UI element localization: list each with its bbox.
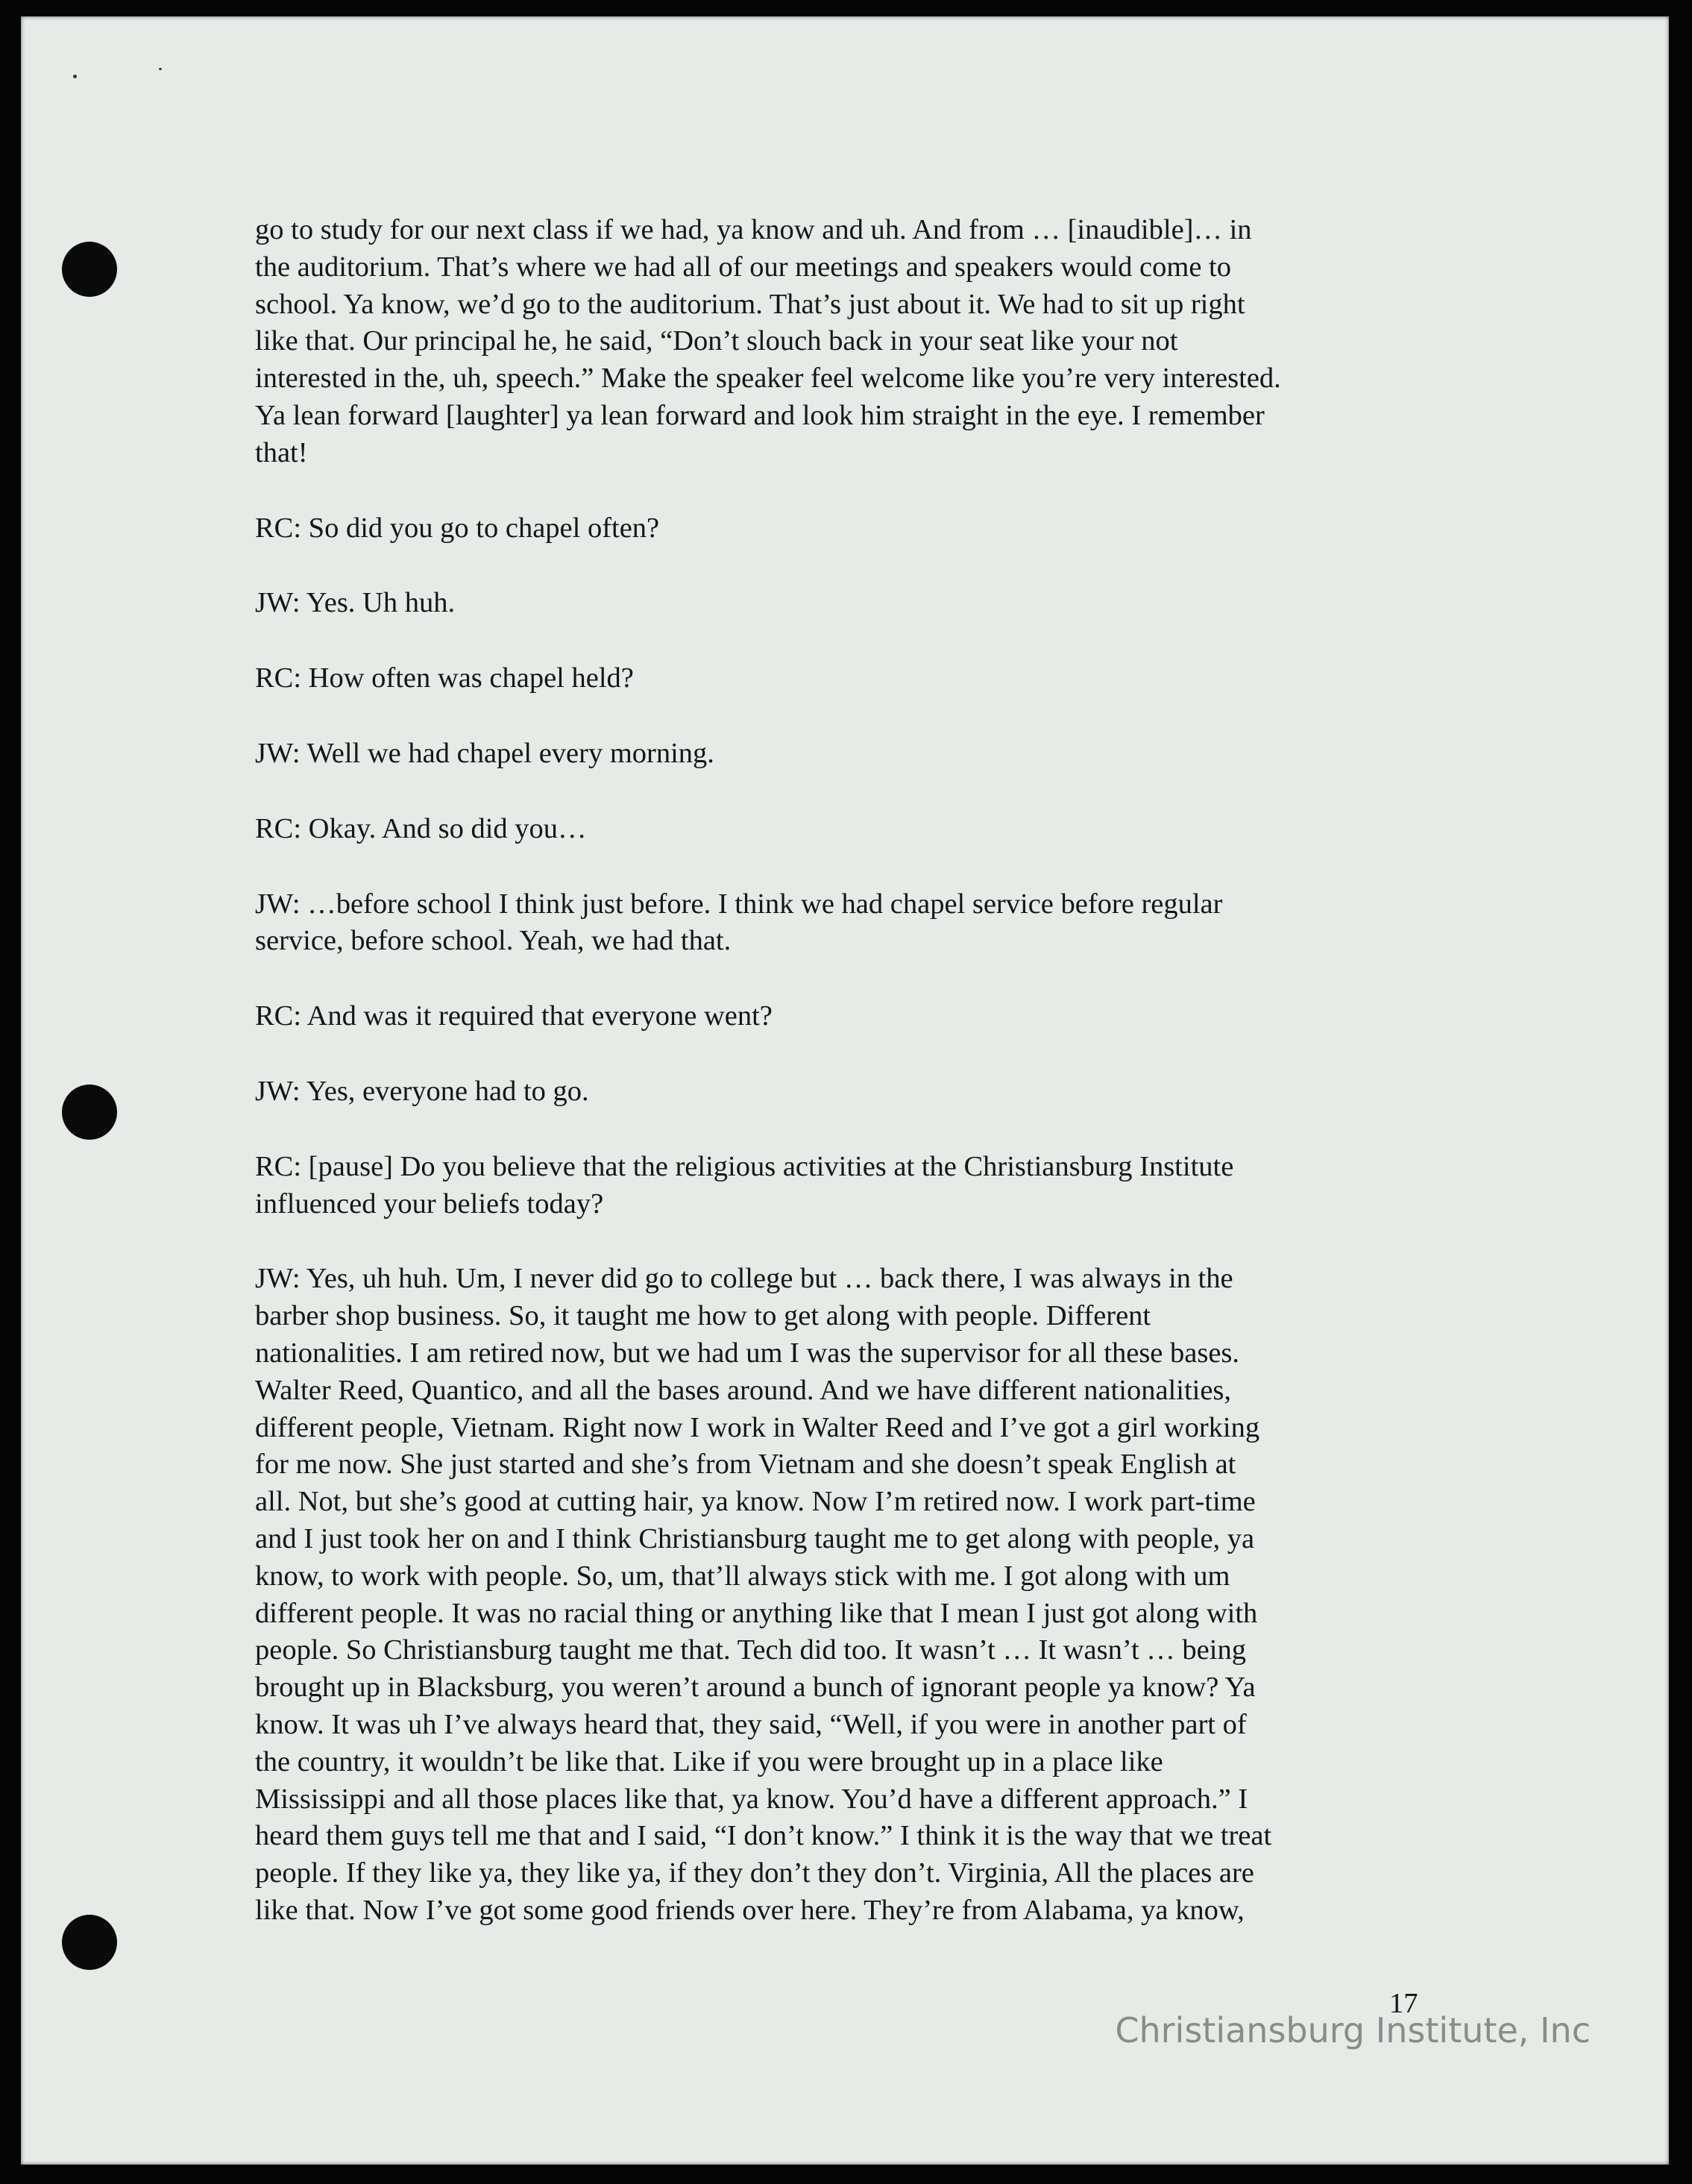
text-line: JW: Yes, uh huh. Um, I never did go to college but … back there, I was always in the	[255, 1263, 1233, 1295]
transcript-paragraph	[255, 1073, 1463, 1111]
text-line: Ya lean forward [laughter] ya lean forward and look him straight in the eye. I remember	[255, 399, 1265, 431]
text-line: RC: [pause] Do you believe that the religious activities at the Christiansburg Institute	[255, 1150, 1234, 1182]
transcript-paragraph	[255, 998, 1463, 1035]
transcript-body	[255, 212, 1463, 1968]
text-line: Mississippi and all those places like that, ya know. You’d have a different approach.” I	[255, 1783, 1248, 1815]
text-line: like that. Now I’ve got some good friends over here. They’re from Alabama, ya know,	[255, 1894, 1245, 1926]
text-line: JW: Yes. Uh huh.	[255, 587, 456, 619]
text-line: RC: How often was chapel held?	[255, 662, 634, 694]
text-line: heard them guys tell me that and I said, “I don’t know.” I think it is the way that we treat	[255, 1820, 1272, 1852]
text-line: go to study for our next class if we had, ya know and uh. And from … [inaudible]… in	[255, 214, 1252, 245]
text-line: JW: …before school I think just before. I think we had chapel service before regular	[255, 888, 1223, 920]
transcript-paragraph	[255, 510, 1463, 547]
transcript-paragraph	[255, 811, 1463, 848]
text-line: different people, Vietnam. Right now I work in Walter Reed and I’ve got a girl working	[255, 1411, 1260, 1443]
transcript-paragraph	[255, 585, 1463, 622]
text-line: nationalities. I am retired now, but we had um I was the supervisor for all these bases.	[255, 1337, 1240, 1369]
text-line: like that. Our principal he, he said, “Don’t slouch back in your seat like your not	[255, 325, 1178, 357]
transcript-paragraph	[255, 1261, 1463, 1929]
text-line: JW: Well we had chapel every morning.	[255, 737, 714, 769]
watermark: Christiansburg Institute, Inc	[1115, 2010, 1591, 2050]
page-number: 17	[1389, 1988, 1418, 2019]
text-line: and I just took her on and I think Christiansburg taught me to get along with people, ya	[255, 1522, 1255, 1554]
text-line: brought up in Blacksburg, you weren’t around a bunch of ignorant people ya know? Ya	[255, 1672, 1256, 1704]
transcript-paragraph	[255, 735, 1463, 773]
text-line: JW: Yes, everyone had to go.	[255, 1075, 589, 1107]
text-line: the auditorium. That’s where we had all of our meetings and speakers would come to	[255, 251, 1231, 283]
dust-speck	[73, 75, 77, 78]
text-line: that!	[255, 436, 308, 468]
text-line: RC: And was it required that everyone went?	[255, 1000, 773, 1032]
text-line: people. If they like ya, they like ya, if they don’t they don’t. Virginia, All the places are	[255, 1857, 1254, 1889]
text-line: influenced your beliefs today?	[255, 1187, 604, 1220]
transcript-paragraph	[255, 1149, 1463, 1223]
transcript-paragraph	[255, 212, 1463, 472]
text-line: different people. It was no racial thing or anything like that I mean I just got along with	[255, 1597, 1258, 1629]
text-line: people. So Christiansburg taught me that. Tech did too. It wasn’t … It wasn’t … being	[255, 1634, 1246, 1666]
transcript-paragraph	[255, 660, 1463, 697]
text-line: service, before school. Yeah, we had that.	[255, 925, 732, 957]
text-line: interested in the, uh, speech.” Make the speaker feel welcome like you’re very interested.	[255, 363, 1281, 395]
text-line: RC: So did you go to chapel often?	[255, 512, 660, 544]
text-line: the country, it wouldn’t be like that. Like if you were brought up in a place like	[255, 1745, 1163, 1777]
text-line: know. It was uh I’ve always heard that, they said, “Well, if you were in another part of	[255, 1708, 1247, 1740]
text-line: all. Not, but she’s good at cutting hair, ya know. Now I’m retired now. I work part-time	[255, 1486, 1256, 1518]
text-line: RC: Okay. And so did you…	[255, 812, 587, 844]
text-line: school. Ya know, we’d go to the auditorium. That’s just about it. We had to sit up right	[255, 288, 1245, 320]
text-line: barber shop business. So, it taught me how to get along with people. Different	[255, 1300, 1151, 1332]
transcript-paragraph	[255, 886, 1463, 961]
text-line: Walter Reed, Quantico, and all the bases around. And we have different nationalities,	[255, 1374, 1232, 1406]
paper-sheet	[21, 16, 1669, 2165]
dust-speck	[159, 68, 162, 70]
punch-hole-middle	[62, 1085, 117, 1140]
punch-hole-bottom	[62, 1915, 117, 1970]
text-line: for me now. She just started and she’s from Vietnam and she doesn’t speak English at	[255, 1449, 1236, 1481]
punch-hole-top	[62, 242, 117, 297]
text-line: know, to work with people. So, um, that’ll always stick with me. I got along with um	[255, 1560, 1230, 1592]
